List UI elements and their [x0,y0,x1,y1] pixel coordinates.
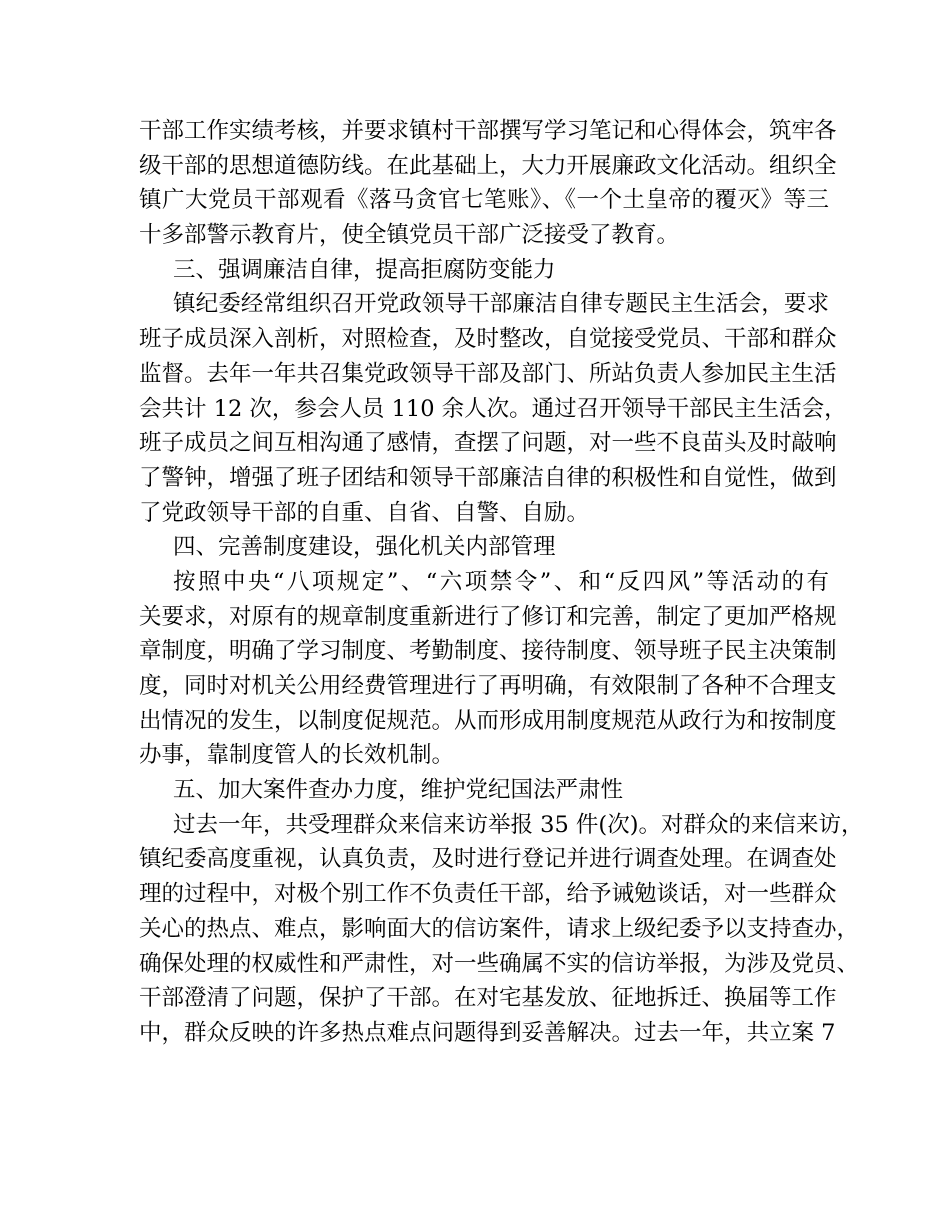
paragraph-line: 章制度，明确了学习制度、考勤制度、接待制度、领导班子民主决策制 [139,638,837,665]
paragraph-line: 镇广大党员干部观看《落马贪官七笔账》、《一个土皇帝的覆灭》等三 [139,187,829,214]
paragraph-line: 会共计 12 次，参会人员 110 余人次。通过召开领导干部民主生活会， [139,395,847,422]
paragraph-line: 过去一年，共受理群众来信来访举报 35 件(次)。对群众的来信来访， [173,811,864,838]
paragraph-line: 班子成员深入剖析，对照检查，及时整改，自觉接受党员、干部和群众 [139,326,837,353]
section-heading-5: 五、加大案件查办力度，维护党纪国法严肃性 [173,777,624,804]
paragraph-line: 关要求，对原有的规章制度重新进行了修订和完善，制定了更加严格规 [139,603,837,630]
paragraph-line: 确保处理的权威性和严肃性，对一些确属不实的信访举报，为涉及党员、 [139,950,860,977]
paragraph-line: 中，群众反映的许多热点难点问题得到妥善解决。过去一年，共立案 7 [139,1019,836,1046]
paragraph-line: 监督。去年一年共召集党政领导干部及部门、所站负责人参加民主生活 [139,360,837,387]
paragraph-line: 镇纪委经常组织召开党政领导干部廉洁自律专题民主生活会，要求 [173,291,829,318]
paragraph-line: 镇纪委高度重视，认真负责，及时进行登记并进行调查处理。在调查处 [139,846,837,873]
paragraph-line: 关心的热点、难点，影响面大的信访案件，请求上级纪委予以支持查办， [139,915,860,942]
paragraph-line: 了党政领导干部的自重、自省、自警、自励。 [139,499,590,526]
paragraph-line: 十多部警示教育片，使全镇党员干部广泛接受了教育。 [139,222,680,249]
section-heading-4: 四、完善制度建设，强化机关内部管理 [173,534,556,561]
paragraph-line: 干部工作实绩考核，并要求镇村干部撰写学习笔记和心得体会，筑牢各 [139,118,837,144]
paragraph-line: 按照中央“八项规定”、“六项禁令”、和“反四风”等活动的有 [173,568,829,595]
paragraph-line: 度，同时对机关公用经费管理进行了再明确，有效限制了各种不合理支 [139,673,837,699]
paragraph-line: 理的过程中，对极个别工作不负责任干部，给予诫勉谈话，对一些群众 [139,881,837,908]
paragraph-line: 了警钟，增强了班子团结和领导干部廉洁自律的积极性和自觉性，做到 [139,464,837,491]
paragraph-line: 出情况的发生，以制度促规范。从而形成用制度规范从政行为和按制度 [139,707,837,734]
paragraph-line: 干部澄清了问题，保护了干部。在对宅基发放、征地拆迁、换届等工作 [139,985,837,1012]
section-heading-3: 三、强调廉洁自律，提高拒腐防变能力 [173,256,556,283]
paragraph-line: 班子成员之间互相沟通了感情，查摆了问题，对一些不良苗头及时敲响 [139,430,837,457]
paragraph-line: 办事，靠制度管人的长效机制。 [139,742,455,769]
paragraph-line: 级干部的思想道德防线。在此基础上，大力开展廉政文化活动。组织全 [139,152,837,179]
document-body [139,114,864,1051]
